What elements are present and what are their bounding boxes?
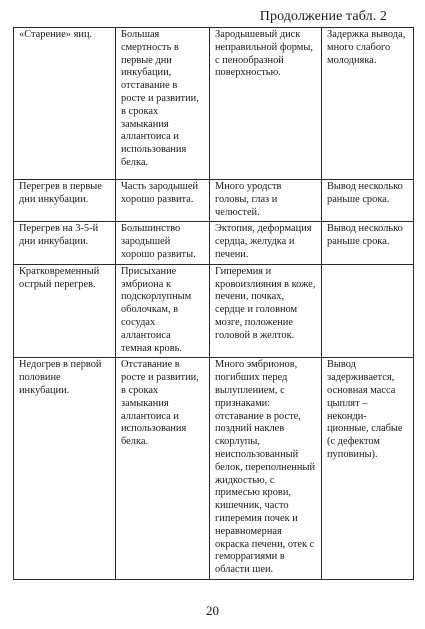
cause-cell: Перегрев на 3-5-й дни инкубации. (14, 222, 116, 264)
outcome-cell: Вывод несколько раньше срока. (322, 222, 414, 264)
table-continuation-caption: Продолжение табл. 2 (259, 9, 387, 24)
incubation-defects-table (13, 27, 414, 580)
embryo-state-cell: Присыхание эмбриона к подскорлупным оболочкам, в сосудах аллантоиса темная кровь. (116, 264, 210, 358)
findings-cell: Зародышевый диск неправильной формы, с пенообразной поверхностью. (210, 28, 322, 180)
embryo-state-cell: Большая смертность в первые дни инкубации, отставание в росте и развитии, в сроках замыкания аллантоиса и использования белка. (116, 28, 210, 180)
table-row (14, 180, 414, 222)
findings-cell: Гиперемия и кровоизлияния в коже, печени, почках, сердце и головном мозге, положение головой в желток. (210, 264, 322, 358)
outcome-cell: Вывод задерживается, основная масса цыплят – неконди-ционные, слабые (с дефектом пуповины). (322, 358, 414, 580)
page-number: 20 (206, 603, 219, 618)
cause-cell: Кратковременный острый перегрев. (14, 264, 116, 358)
table-row (14, 358, 414, 580)
table-row (14, 28, 414, 180)
cause-cell: «Старение» яиц. (14, 28, 116, 180)
findings-cell: Много уродств головы, глаз и челюстей. (210, 180, 322, 222)
outcome-cell: Задержка вывода, много слабого молодняка. (322, 28, 414, 180)
embryo-state-cell: Большинство зародышей хорошо развиты. (116, 222, 210, 264)
findings-cell: Много эмбрионов, погибших перед вылуплением, с признаками: отставание в росте, поздний наклев скорлупы, неиспользованный белок, переполненный жидкостью, с примесью крови, кишечник, часто гиперемия почек и неравномерная окраска печени, отек с геморрагиями в области шеи. (210, 358, 322, 580)
cause-cell: Перегрев в первые дни инкубации. (14, 180, 116, 222)
findings-cell: Эктопия, деформация сердца, желудка и печени. (210, 222, 322, 264)
outcome-cell (322, 264, 414, 358)
outcome-cell: Вывод несколько раньше срока. (322, 180, 414, 222)
cause-cell: Недогрев в первой половине инкубации. (14, 358, 116, 580)
embryo-state-cell: Часть зародышей хорошо развита. (116, 180, 210, 222)
table-row (14, 264, 414, 358)
embryo-state-cell: Отставание в росте и развитии, в сроках замыкания аллантоиса и использования белка. (116, 358, 210, 580)
table-row (14, 222, 414, 264)
